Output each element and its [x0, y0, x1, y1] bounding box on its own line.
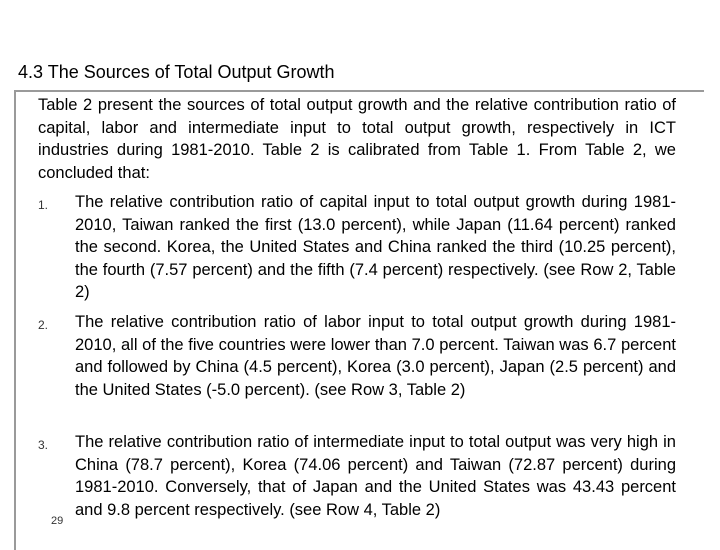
list-item [38, 311, 676, 401]
list-item [38, 431, 676, 521]
left-border [14, 90, 16, 550]
page-number: 29 [51, 515, 64, 527]
list-item-number: 1. [38, 198, 49, 212]
list-item-text: The relative contribution ratio of capital input to total output growth during 1981-2010, Taiwan ranked the first (13.0 percent), while Japan (11.64 percent) ranked the second. Korea, the United States and China ranked the third (10.25 percent), the fourth (7.57 percent) and the fifth (7.4 percent) respectively. (see Row 2, Table 2) [75, 193, 676, 301]
list-item [38, 191, 676, 304]
title-divider [14, 90, 704, 92]
list-item-text: The relative contribution ratio of labor input to total output growth during 1981-2010, all of the five countries were lower than 7.0 percent. Taiwan was 6.7 percent and followed by China (4.5 percent), Korea (3.0 percent), Japan (2.5 percent) and the United States (-5.0 percent). (see Row 3, Table 2) [75, 313, 676, 399]
intro-paragraph: Table 2 present the sources of total output growth and the relative contribution ratio of capital, labor and intermediate input to total output growth, respectively in ICT industries during 1981-2010. Table 2 is calibrated from Table 1. From Table 2, we concluded that: [38, 96, 676, 182]
list-item-number: 2. [38, 318, 49, 332]
list-item-number: 3. [38, 438, 49, 452]
section-title: 4.3 The Sources of Total Output Growth [18, 62, 335, 82]
list-item-text: The relative contribution ratio of intermediate input to total output was very high in China (78.7 percent), Korea (74.06 percent) and Taiwan (72.87 percent) during 1981-2010. Conversely, that of Japan and the United States was 43.43 percent and 9.8 percent respectively. (see Row 4, Table 2) [75, 433, 676, 519]
